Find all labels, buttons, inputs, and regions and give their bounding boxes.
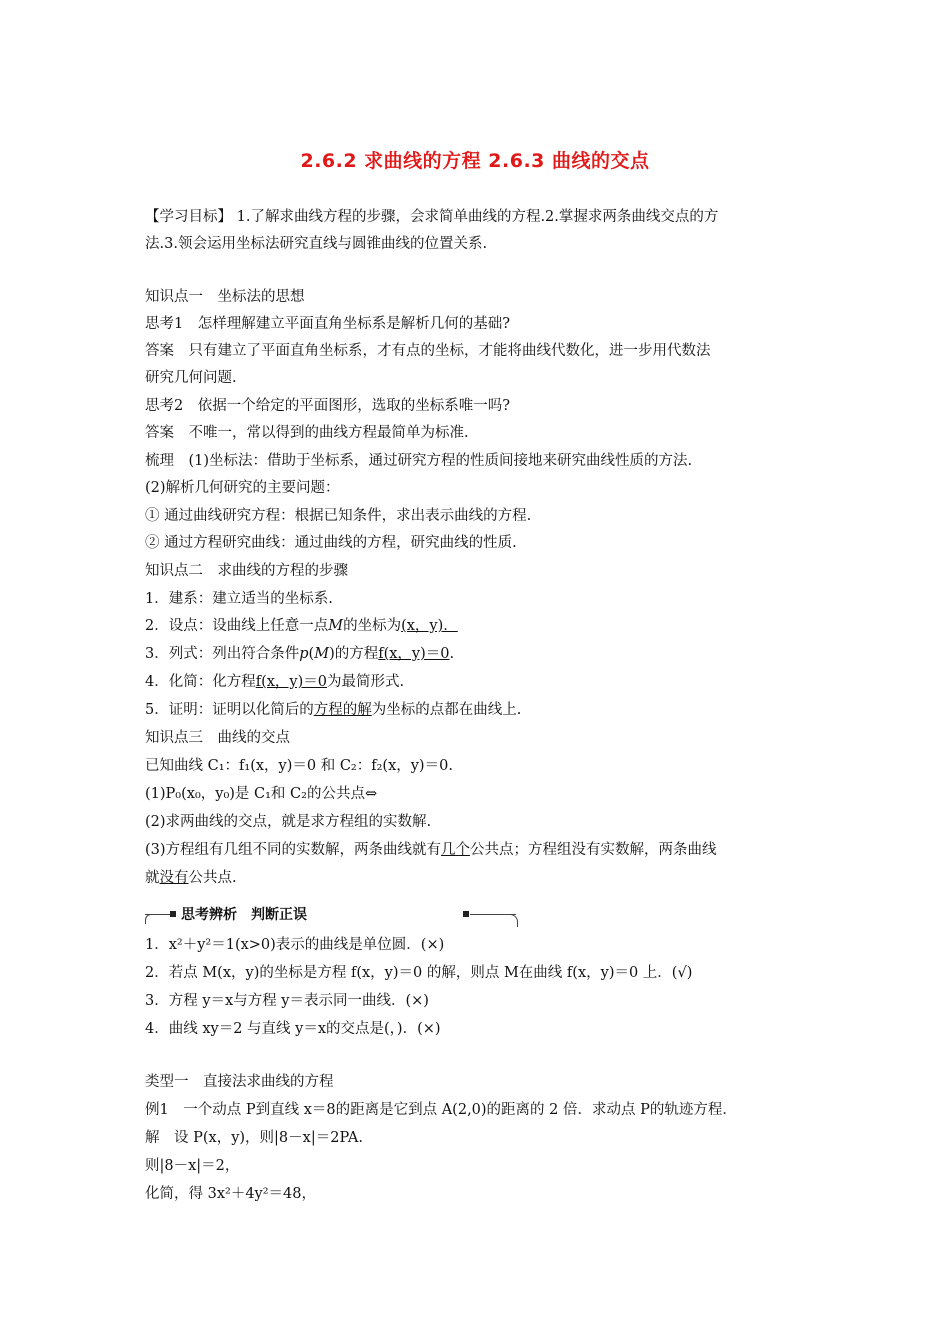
intersection-line-4-text: (3)方程组有几组不同的实数解，两条曲线就有	[145, 842, 442, 858]
intersection-line-4-blank: 几个	[441, 842, 471, 858]
judge-item-3: 3．方程 y＝x与方程 y＝表示同一曲线．(×)	[145, 993, 429, 1009]
step-3-text-c: )的方程	[329, 646, 379, 662]
think-judge-banner	[145, 906, 520, 926]
judge-item-2: 2．若点 M(x，y)的坐标是方程 f(x，y)＝0 的解，则点 M在曲线 f(x，y)＝0 上．(√)	[145, 965, 693, 981]
section-heading-k3: 知识点三 曲线的交点	[145, 730, 290, 746]
step-1: 1．建系：建立适当的坐标系.	[145, 591, 333, 607]
page-title: 2.6.2 求曲线的方程 2.6.3 曲线的交点	[300, 150, 650, 172]
objectives-text-1: 1.了解求曲线方程的步骤，会求简单曲线的方程.2.掌握求两条曲线交点的方	[236, 209, 719, 225]
banner-title: 思考辨析 判断正误	[181, 907, 307, 923]
step-3-p: p	[299, 646, 309, 662]
step-2-text: 2．设点：设曲线上任意一点	[145, 618, 329, 634]
step-5-blank: 方程的解	[313, 702, 372, 718]
intersection-line-2: (1)P₀(x₀，y₀)是 C₁和 C₂的公共点⇔	[145, 786, 378, 802]
intersection-line-5-text-b: 公共点.	[188, 870, 237, 886]
objectives-line-2: 法.3.领会运用坐标法研究直线与圆锥曲线的位置关系.	[145, 236, 488, 252]
judge-item-1: 1．x²＋y²＝1(x>0)表示的曲线是单位圆．(×)	[145, 937, 445, 953]
banner-left-square-icon	[170, 911, 176, 917]
example-1: 例1 一个动点 P到直线 x＝8的距离是它到点 A(2,0)的距离的 2 倍．求动点 P的轨迹方程．	[145, 1102, 737, 1118]
banner-right-square-icon	[463, 911, 469, 917]
step-4-text-b: 为最简形式.	[327, 674, 405, 690]
intersection-line-5-text: 就	[145, 870, 160, 886]
step-4-text: 4．化简：化方程	[145, 674, 256, 690]
section-heading-k1: 知识点一 坐标法的思想	[145, 289, 305, 305]
type-1-heading: 类型一 直接法求曲线的方程	[145, 1074, 334, 1090]
judge-item-4: 4．曲线 xy＝2 与直线 y＝x的交点是(，)．(×)	[145, 1021, 441, 1037]
objectives-line-1	[145, 208, 718, 226]
step-3-paren: (	[308, 646, 315, 662]
step-4	[145, 673, 404, 691]
answer-2: 答案 不唯一，常以得到的曲线方程最简单为标准.	[145, 425, 469, 441]
step-3	[145, 645, 454, 663]
step-2-text-b: 的坐标为	[343, 618, 402, 634]
solution-line-3: 化简，得 3x²＋4y²＝48，	[145, 1186, 317, 1202]
step-2	[145, 617, 458, 635]
step-5-text-b: 为坐标的点都在曲线上.	[371, 702, 522, 718]
banner-left-bracket	[145, 914, 152, 924]
section-heading-k2: 知识点二 求曲线的方程的步骤	[145, 563, 348, 579]
step-4-blank: f(x，y)＝0	[255, 674, 328, 690]
step-3-point: M	[314, 646, 330, 662]
intersection-line-5	[145, 869, 237, 887]
think-question-2: 思考2 依据一个给定的平面图形，选取的坐标系唯一吗?	[145, 398, 510, 414]
solution-line-1: 解 设 P(x，y)，则|8－x|＝2PA.	[145, 1130, 363, 1146]
step-2-point: M	[328, 618, 344, 634]
intersection-line-4	[145, 841, 717, 859]
answer-1-line-2: 研究几何问题.	[145, 370, 237, 386]
objectives-label: 【学习目标】	[145, 209, 232, 225]
step-3-end: .	[449, 646, 455, 662]
step-3-text: 3．列式：列出符合条件	[145, 646, 300, 662]
step-5-text: 5．证明：证明以化简后的	[145, 702, 314, 718]
intersection-line-5-blank: 没有	[159, 870, 189, 886]
summary-line-4: ② 通过方程研究曲线：通过曲线的方程，研究曲线的性质.	[145, 535, 517, 551]
summary-line-2: (2)解析几何研究的主要问题：	[145, 480, 340, 496]
solution-line-2: 则|8－x|＝2，	[145, 1158, 240, 1174]
summary-line-3: ① 通过曲线研究方程：根据已知条件，求出表示曲线的方程.	[145, 508, 532, 524]
step-2-blank: (x，y)．	[401, 618, 458, 634]
step-3-blank: f(x，y)＝0	[378, 646, 450, 662]
summary-line-1: 梳理 (1)坐标法：借助于坐标系，通过研究方程的性质间接地来研究曲线性质的方法.	[145, 453, 693, 469]
answer-1-line-1: 答案 只有建立了平面直角坐标系，才有点的坐标，才能将曲线代数化，进一步用代数法	[145, 343, 711, 359]
intersection-line-1: 已知曲线 C₁：f₁(x，y)＝0 和 C₂：f₂(x，y)＝0.	[145, 758, 453, 774]
intersection-line-4-text-b: 公共点；方程组没有实数解，两条曲线	[470, 842, 717, 858]
think-question-1: 思考1 怎样理解建立平面直角坐标系是解析几何的基础?	[145, 316, 510, 332]
step-5	[145, 701, 521, 719]
intersection-line-3: (2)求两曲线的交点，就是求方程组的实数解.	[145, 814, 432, 830]
banner-right-bracket	[509, 914, 518, 927]
